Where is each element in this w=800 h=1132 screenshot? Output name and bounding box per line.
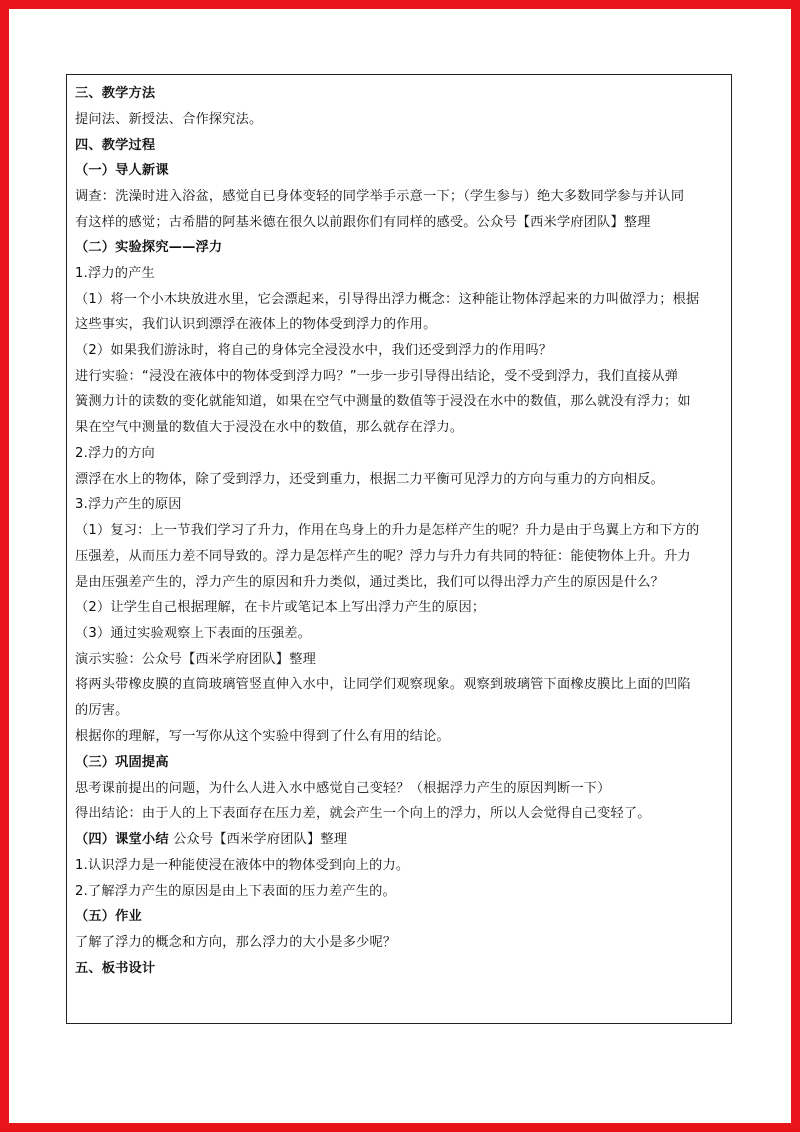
section-heading [75, 959, 155, 979]
line-text: 果在空气中测量的数值大于浸没在水中的数值，那么就存在浮力。 [75, 420, 464, 435]
line-text: 演示实验：公众号【西米学府团队】整理 [75, 652, 316, 667]
body-text-line [75, 392, 691, 412]
body-text-line [75, 547, 691, 567]
section-heading [75, 753, 169, 773]
line-text: 有这样的感觉；古希腊的阿基米德在很久以前跟你们有同样的感受。公众号【西米学府团队】整理 [75, 215, 651, 230]
heading-text: （二）实验探究——浮力 [75, 240, 223, 255]
line-text: 思考课前提出的问题，为什么人进入水中感觉自己变轻？（根据浮力产生的原因判断一下） [75, 781, 611, 796]
section-heading [75, 238, 222, 258]
line-text: 2.浮力的方向 [75, 446, 155, 461]
body-text-line [75, 675, 691, 695]
body-text-line [75, 650, 316, 670]
body-text-line [75, 367, 678, 387]
line-text: 1.认识浮力是一种能使浸在液体中的物体受到向上的力。 [75, 858, 410, 873]
section-heading [75, 161, 169, 181]
section-heading [75, 136, 155, 156]
heading-text: 五、板书设计 [75, 961, 156, 976]
line-text: 进行实验：“浸没在液体中的物体受到浮力吗？”一步一步引导得出结论，受不受到浮力，我们直接从弹 [75, 369, 679, 384]
body-text-line [75, 495, 182, 515]
body-text-line [75, 727, 450, 747]
line-text: 3.浮力产生的原因 [75, 497, 182, 512]
line-text: 1.浮力的产生 [75, 266, 155, 281]
body-text-line [75, 933, 396, 953]
body-text-line [75, 521, 699, 541]
line-text: 得出结论：由于人的上下表面存在压力差，就会产生一个向上的浮力，所以人会觉得自己变轻了。 [75, 806, 651, 821]
line-text: 簧测力计的读数的变化就能知道，如果在空气中测量的数值等于浸没在水中的数值，那么就没有浮力；如 [75, 394, 691, 409]
body-text-line [75, 187, 684, 207]
body-text-line [75, 315, 436, 335]
line-text: 2.了解浮力产生的原因是由上下表面的压力差产生的。 [75, 884, 396, 899]
line-text: （1）复习：上一节我们学习了升力，作用在鸟身上的升力是怎样产生的呢？升力是由于鸟翼上方和下方的 [75, 523, 700, 538]
body-text-line [75, 213, 651, 233]
body-text-line [75, 598, 485, 618]
section-heading [75, 830, 347, 850]
heading-text: （五）作业 [75, 909, 142, 924]
body-text-line [75, 290, 699, 310]
line-text: （1）将一个小木块放进水里，它会漂起来，引导得出浮力概念：这种能让物体浮起来的力叫做浮力；根据 [75, 292, 700, 307]
body-text-line [75, 444, 155, 464]
section-heading [75, 907, 142, 927]
line-text: 了解了浮力的概念和方向，那么浮力的大小是多少呢？ [75, 935, 397, 950]
heading-text: （三）巩固提高 [75, 755, 169, 770]
body-text-line [75, 856, 409, 876]
heading-text: （一）导人新课 [75, 163, 169, 178]
line-text: 这些事实，我们认识到漂浮在液体上的物体受到浮力的作用。 [75, 317, 437, 332]
line-text: （3）通过实验观察上下表面的压强差。 [75, 626, 312, 641]
body-text-line [75, 882, 396, 902]
line-text: 将两头带橡皮膜的直筒玻璃管竖直伸入水中，让同学们观察现象。观察到玻璃管下面橡皮膜比上面的凹陷 [75, 677, 691, 692]
line-text: 的厉害。 [75, 703, 129, 718]
body-text-line [75, 418, 463, 438]
body-text-line [75, 779, 611, 799]
line-text: 漂浮在水上的物体，除了受到浮力，还受到重力，根据二力平衡可见浮力的方向与重力的方向相反。 [75, 472, 665, 487]
line-text: 根据你的理解，写一写你从这个实验中得到了什么有用的结论。 [75, 729, 450, 744]
body-text-line [75, 470, 664, 490]
heading-text: （四）课堂小结 [75, 832, 169, 847]
line-text: （2）如果我们游泳时，将自己的身体完全浸没水中，我们还受到浮力的作用吗？ [75, 343, 553, 358]
section-heading [75, 84, 155, 104]
body-text-line [75, 264, 155, 284]
heading-text: 三、教学方法 [75, 86, 156, 101]
heading-text: 四、教学过程 [75, 138, 156, 153]
line-text: （2）让学生自己根据理解，在卡片或笔记本上写出浮力产生的原因； [75, 600, 486, 615]
table-divider [66, 1023, 732, 1024]
line-text: 压强差，从而压力差不同导致的。浮力是怎样产生的呢？浮力与升力有共同的特征：能使物体上升。升力 [75, 549, 691, 564]
heading-note: 公众号【西米学府团队】整理 [168, 832, 348, 847]
body-text-line [75, 701, 129, 721]
line-text: 提问法、新授法、合作探究法。 [75, 112, 263, 127]
body-text-line [75, 804, 651, 824]
line-text: 是由压强差产生的，浮力产生的原因和升力类似，通过类比，我们可以得出浮力产生的原因是什么？ [75, 575, 665, 590]
body-text-line [75, 110, 262, 130]
body-text-line [75, 573, 664, 593]
body-text-line [75, 624, 311, 644]
line-text: 调查：洗澡时进入浴盆，感觉自已身体变轻的同学举手示意一下；（学生参与）绝大多数同学参与并认同 [75, 189, 685, 204]
body-text-line [75, 341, 552, 361]
